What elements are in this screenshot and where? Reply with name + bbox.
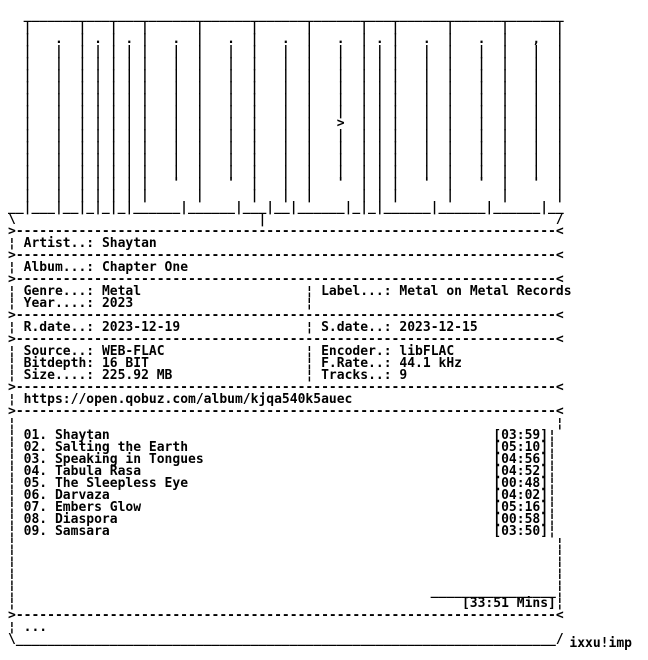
bitdepth-row: ¦ Bitdepth: 16 BIT ¦ F.Rate..: 44.1 kHz xyxy=(8,356,462,371)
frame-border: >---------------------------------------------------------------------< xyxy=(8,224,564,239)
year-row: ¦ Year....: 2023 ¦ xyxy=(8,296,314,311)
artist-label: Artist..: xyxy=(23,236,95,251)
track-number: 05. xyxy=(23,476,48,491)
year-label: Year....: xyxy=(23,296,95,311)
frate-value: 44.1 kHz xyxy=(399,356,462,371)
genre-label: Genre...: xyxy=(23,284,95,299)
frame-border: \ | / xyxy=(8,212,564,227)
total-time: [33:51 Mins] xyxy=(461,596,556,611)
source-row: ¦ Source..: WEB-FLAC ¦ Encoder.: libFLAC xyxy=(8,344,455,359)
label-value: Metal on Metal Records xyxy=(399,284,572,299)
frame-border: >---------------------------------------------------------------------< xyxy=(8,608,564,623)
encoder-label: Encoder.: xyxy=(321,344,392,359)
logo-art: | | | | | | | | | | | | | | | | | | | | | | | xyxy=(8,68,564,83)
track-number: 07. xyxy=(23,500,48,515)
size-label: Size....: xyxy=(23,368,95,383)
track-title: Diaspora xyxy=(54,512,118,527)
track-duration: [04:52] xyxy=(493,464,549,479)
rdate-label: R.date..: xyxy=(23,320,95,335)
sdate-value: 2023-12-15 xyxy=(399,320,478,335)
track-title: Speaking in Tongues xyxy=(54,452,204,467)
logo-art: | | | | | | | | | | | | | | | | | | | | | | | xyxy=(8,44,564,59)
track-duration: [05:16] xyxy=(493,500,549,515)
tracklist xyxy=(8,430,572,538)
track-number: 04. xyxy=(23,464,48,479)
track-number: 09. xyxy=(23,524,48,539)
track-duration: [03:59] xyxy=(493,428,549,443)
logo-art: | | | | | | | | | | | | | | | | | xyxy=(8,188,564,203)
track-row: ¦ 05. The Sleepless Eye [00:48]¦ xyxy=(8,476,556,491)
album-label: Album...: xyxy=(23,260,95,275)
track-number: 06. xyxy=(23,488,48,503)
track-title: Embers Glow xyxy=(54,500,142,515)
track-row: ¦ 02. Salting the Earth [05:10]¦ xyxy=(8,440,556,455)
track-row: ¦ 09. Samsara [03:50]¦ xyxy=(8,524,556,539)
source-value: WEB-FLAC xyxy=(101,344,165,359)
frame-border: \_____________________________________________________________________/ xyxy=(8,632,564,647)
track-duration: [00:48] xyxy=(493,476,549,491)
total-row: ¦ [33:51 Mins]¦ xyxy=(8,596,564,611)
track-duration: [05:10] xyxy=(493,440,549,455)
genre-label-row: ¦ Genre...: Metal ¦ Label...: Metal on Metal Records xyxy=(8,284,572,299)
track-row: ¦ 03. Speaking in Tongues [04:56]¦ xyxy=(8,452,556,467)
sdate-label: S.date..: xyxy=(321,320,392,335)
logo-art: _____________________________________________________________________ xyxy=(8,8,564,23)
frame-border: >---------------------------------------------------------------------< xyxy=(8,248,564,263)
track-number: 02. xyxy=(23,440,48,455)
logo-art: | | | | | | | | | | | | xyxy=(8,20,564,35)
genre-value: Metal xyxy=(101,284,142,299)
album-value: Chapter One xyxy=(101,260,189,275)
track-duration: [04:02] xyxy=(493,488,549,503)
frame-border: >---------------------------------------------------------------------< xyxy=(8,404,564,419)
track-title: Darvaza xyxy=(54,488,110,503)
frame-side: ¦ ¦ xyxy=(8,536,564,551)
total-rule: ¦ ________________¦ xyxy=(8,584,564,599)
logo-art: | | | | | | | | | | | | | | | | | | | | | | | xyxy=(8,56,564,71)
artist-value: Shaytan xyxy=(101,236,157,251)
track-row: ¦ 08. Diaspora [00:58]¦ xyxy=(8,512,556,527)
logo-art: | | | | | | | | | | | | | | | | | | | | | | | xyxy=(8,164,564,179)
logo-art: | | | | | | | | | | | | | | | | | | | | | | | xyxy=(8,140,564,155)
frame-border: >---------------------------------------------------------------------< xyxy=(8,272,564,287)
track-number: 03. xyxy=(23,452,48,467)
frame-side: ¦ ¦ xyxy=(8,548,564,563)
track-title: Tabula Rasa xyxy=(54,464,142,479)
logo-art: | | | | | | | | | | | | | > | | | | | | | | | xyxy=(8,116,564,131)
track-number: 01. xyxy=(23,428,48,443)
url-row: ¦ https://open.qobuz.com/album/kjqa540k5auec xyxy=(8,392,353,407)
frame-side: ¦ ¦ xyxy=(8,416,564,431)
size-value: 225.92 MB xyxy=(101,368,173,383)
track-duration: [03:50] xyxy=(493,524,549,539)
track-row: ¦ 06. Darvaza [04:02]¦ xyxy=(8,488,556,503)
frate-label: F.Rate..: xyxy=(321,356,392,371)
track-title: The Sleepless Eye xyxy=(54,476,189,491)
logo-art: | | | | | | | ' | ' | | | ' | | | ' | ' | ' | xyxy=(8,176,564,191)
frame-border: >---------------------------------------------------------------------< xyxy=(8,332,564,347)
tracks-count-label: Tracks..: xyxy=(321,368,392,383)
source-label: Source..: xyxy=(23,344,95,359)
frame-border: >---------------------------------------------------------------------< xyxy=(8,308,564,323)
bitdepth-value: 16 BIT xyxy=(101,356,149,371)
year-value: 2023 xyxy=(101,296,134,311)
logo-art: | | | | | | | | | | | | | | | | | | | | | | | xyxy=(8,80,564,95)
tracks-count-value: 9 xyxy=(399,368,408,383)
track-number: 08. xyxy=(23,512,48,527)
album-url-link[interactable]: https://open.qobuz.com/album/kjqa540k5auec xyxy=(23,392,353,407)
notes-text: ... xyxy=(23,620,48,635)
logo-art: | | | | | | | | | | | | | | | | | | | | | | | xyxy=(8,92,564,107)
album-row: ¦ Album...: Chapter One xyxy=(8,260,189,275)
signature: ixxu!imp xyxy=(569,636,632,651)
track-title: Shaytan xyxy=(54,428,110,443)
rdate-value: 2023-12-19 xyxy=(101,320,181,335)
track-title: Salting the Earth xyxy=(54,440,189,455)
bitdepth-label: Bitdepth: xyxy=(23,356,95,371)
nfo-document xyxy=(8,10,572,646)
logo-art: | | | | | | | | | | | | | | | | | | | | | | | xyxy=(8,128,564,143)
frame-side: ¦ ¦ xyxy=(8,560,564,575)
frame-side: ¦ ¦ xyxy=(8,572,564,587)
logo-art: | | | | | | | | | | | | | | | | | | | | | | | xyxy=(8,152,564,167)
track-duration: [00:58] xyxy=(493,512,549,527)
frame-border: >---------------------------------------------------------------------< xyxy=(8,380,564,395)
track-title: Samsara xyxy=(54,524,110,539)
track-row: ¦ 07. Embers Glow [05:16]¦ xyxy=(8,500,556,515)
track-row: ¦ 04. Tabula Rasa [04:52]¦ xyxy=(8,464,556,479)
size-row: ¦ Size....: 225.92 MB ¦ Tracks..: 9 xyxy=(8,368,408,383)
notes-row: ¦ ... xyxy=(8,620,48,635)
track-duration: [04:56] xyxy=(493,452,549,467)
logo-art: | . | . | . | . | . | . | . | . | . | . | , | xyxy=(8,32,564,47)
track-row: ¦ 01. Shaytan [03:59]¦ xyxy=(8,428,556,443)
encoder-value: libFLAC xyxy=(399,344,455,359)
logo-art: __|___|__|_|_|_|______|______|___|__|______|_|_|______|______|______|__ xyxy=(8,200,564,215)
label-label: Label...: xyxy=(321,284,392,299)
artist-row: ¦ Artist..: Shaytan xyxy=(8,236,157,251)
dates-row: ¦ R.date..: 2023-12-19 ¦ S.date..: 2023-12-15 xyxy=(8,320,478,335)
logo-art: | | | | | | | | | | | | | | | | | | | | | | | xyxy=(8,104,564,119)
